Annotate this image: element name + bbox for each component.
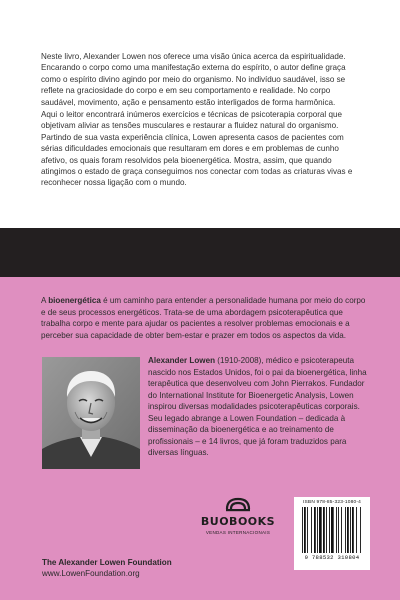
isbn-barcode-box: [294, 497, 370, 570]
publisher-logo: [191, 496, 285, 550]
foundation-credit: [42, 557, 172, 579]
author-bio-text: (1910-2008), médico e psicoterapeuta nascido nos Estados Unidos, foi o pai da bioenergética, linha terapêutica que desenvolveu com John Pierrakos. Fundador do International Institute for Bioenergetic Analysis, Lowen inspirou diversas modalidades psicoterapêuticas corporais. Seu legado abrange a Lowen Foundation – dedicada à disseminação da bioenergética e ao treinamento de profissionais – e 14 livros, que já foram traduzidos para diversas línguas.: [148, 356, 367, 457]
foundation-url: www.LowenFoundation.org: [42, 569, 140, 578]
publisher-mark-icon: [225, 496, 251, 512]
author-bio: [148, 355, 370, 459]
isbn-label: ISBN 978-85-323-1080-4: [303, 500, 361, 505]
bioenergetics-intro: [41, 295, 371, 341]
dark-band: [0, 228, 400, 277]
intro-rest: é um caminho para entender a personalidade humana por meio do corpo e de seus processos energéticos. Trata-se de uma abordagem psicoterapêutica que trabalha corpo e mente para ajudar os pacientes a resolver problemas emocionais e a perceber sua capacidade de obter bem-estar e prazer em todos os aspectos da vida.: [41, 296, 366, 340]
description-paragraph-2: Aqui o leitor encontrará inúmeros exercícios e técnicas de psicoterapia corporal que objetivam aliviar as tensões musculares e restaurar a fluidez natural do organismo. Partindo de sua vasta experiência clínica, Lowen apresenta casos de pacientes com sérias dificuldades emocionais que resultaram em dores e em problemas de cunho afetivo, os quais foram resolvidos pela bioenergética. Mostra, assim, que quando atingimos o estado de graça conseguimos nos conectar com todas as criaturas vivas e reconhecer nossa ligação com o mundo.: [41, 110, 353, 188]
author-name: Alexander Lowen: [148, 356, 216, 365]
top-section: [0, 0, 400, 228]
description-paragraph-1: Neste livro, Alexander Lowen nos oferece uma visão única acerca da espiritualidade. Encarando o corpo como uma manifestação externa do espírito, o autor define graça como o espírito divino agindo por meio do organismo. No indivíduo saudável, isso se reflete na graciosidade do corpo e em seu comportamento e realidade. No corpo saudável, movimento, ação e pensamento estão interligados de forma harmônica.: [41, 52, 346, 107]
isbn-digits: 9 788532 310804: [304, 554, 360, 561]
intro-term: bioenergética: [48, 296, 101, 305]
author-photo: [42, 357, 140, 469]
intro-lead: A: [41, 296, 49, 305]
book-description: [41, 51, 367, 189]
publisher-tagline: VENDAS INTERNACIONAIS: [205, 530, 271, 535]
barcode-icon: [300, 507, 364, 553]
foundation-name: The Alexander Lowen Foundation: [42, 558, 172, 567]
publisher-name: BUOBOOKS: [200, 515, 276, 528]
